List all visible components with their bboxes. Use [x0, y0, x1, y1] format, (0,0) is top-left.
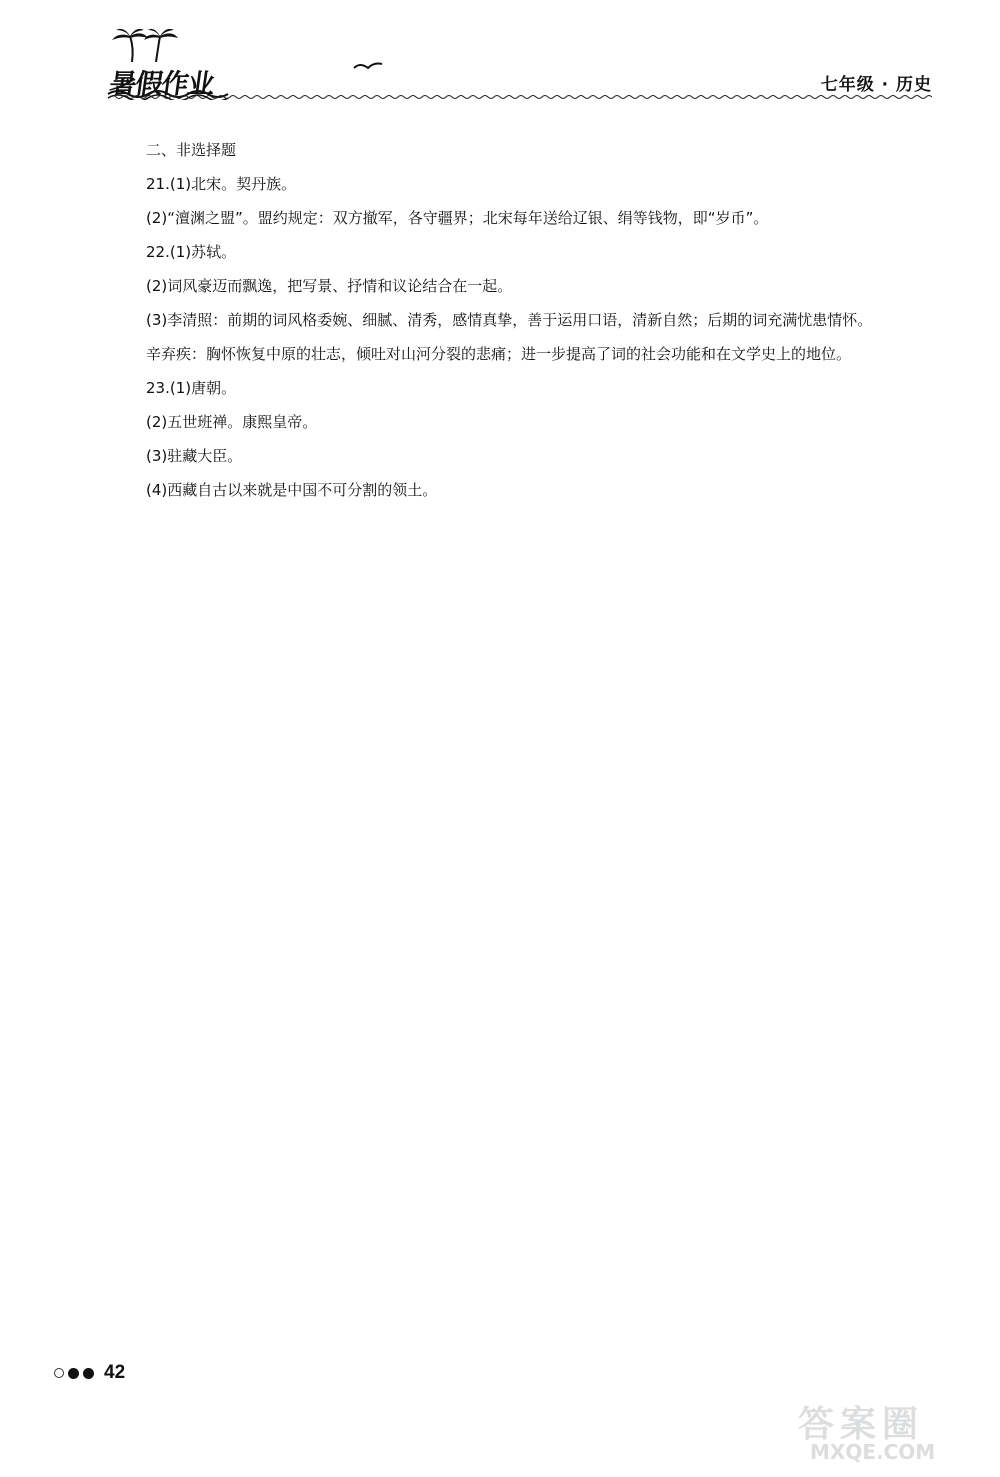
- answer-line: 22.(1)苏轼。: [146, 243, 237, 261]
- answer-line: (2)五世班禅。康熙皇帝。: [146, 413, 318, 431]
- watermark-text: 答案圈: [798, 1404, 925, 1445]
- answer-line: (2)“澶渊之盟”。盟约规定：双方撤军，各守疆界；北宋每年送给辽银、绢等钱物，即“岁币”。: [146, 209, 769, 227]
- watermark-url: MXQE.COM: [810, 1440, 936, 1464]
- watermark-logo: [798, 1396, 988, 1468]
- page-header: [0, 0, 1000, 110]
- page-footer: [54, 1362, 125, 1384]
- logo-title: 暑假作业: [107, 69, 216, 100]
- answer-line: (3)驻藏大臣。: [146, 447, 243, 465]
- answer-line: (2)词风豪迈而飘逸，把写景、抒情和议论结合在一起。: [146, 277, 513, 295]
- filled-dot-icon: [68, 1368, 79, 1379]
- header-wavy-rule: [110, 94, 932, 100]
- answer-line: (3)李清照：前期的词风格委婉、细腻、清秀，感情真挚，善于运用口语，清新自然；后期的词充满忧患情怀。: [146, 311, 873, 329]
- answer-line: (4)西藏自古以来就是中国不可分割的领土。: [146, 481, 438, 499]
- section-title: 二、非选择题: [146, 141, 237, 159]
- grade-subject-label: 七年级 · 历史: [820, 75, 932, 95]
- answer-line: 辛弃疾：胸怀恢复中原的壮志，倾吐对山河分裂的悲痛；进一步提高了词的社会功能和在文学史上的地位。: [146, 345, 852, 363]
- answer-line: 23.(1)唐朝。: [146, 379, 237, 397]
- answer-line: 21.(1)北宋。契丹族。: [146, 175, 297, 193]
- hollow-dot-icon: [54, 1368, 64, 1378]
- answer-content: [110, 133, 932, 507]
- filled-dot-icon: [83, 1368, 94, 1379]
- page-number: 42: [104, 1362, 126, 1383]
- seagull-icon: [352, 58, 386, 74]
